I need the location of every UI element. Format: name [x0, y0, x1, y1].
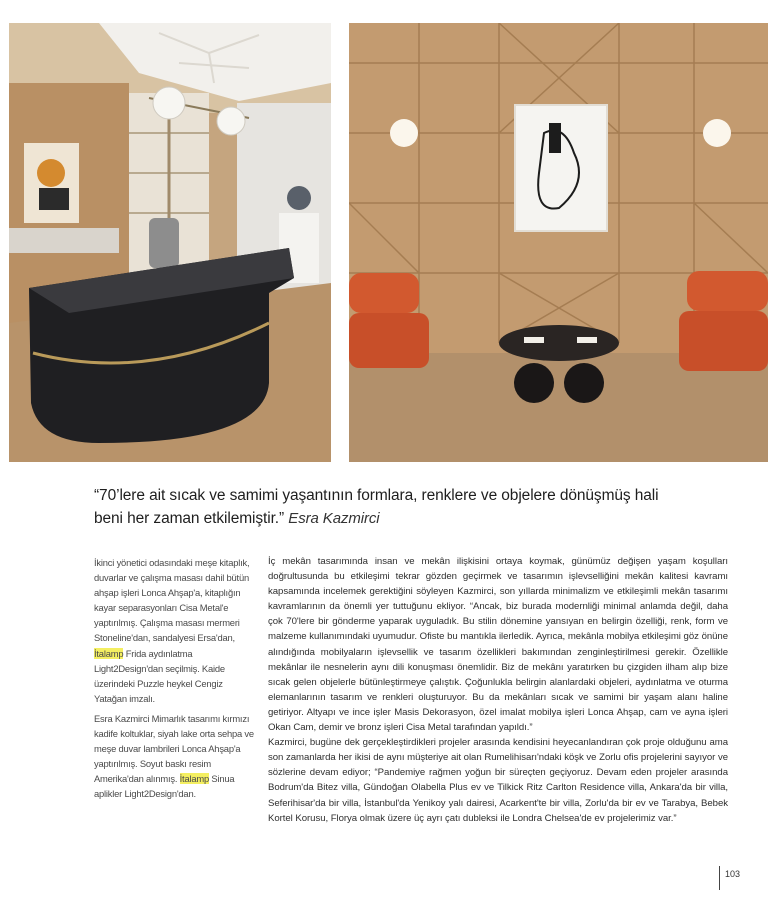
- quote-line-2: [94, 507, 694, 530]
- caption-2-text-b: Sinua aplikler Light2Design'dan.: [94, 773, 235, 800]
- page-number-rule: [719, 866, 720, 890]
- caption-1-highlight: İtalamp: [94, 647, 124, 659]
- page-number: 103: [725, 869, 741, 879]
- body-paragraph-1: İç mekân tasarımında insan ve mekân ilişkisini ortaya koymak, günümüz değişen yaşam koşulları doğrultusunda bu etkileşimi tekrar gözden geçirmek ve tasarımın işlevselliğini mekân kalitesi kavramı kapsamında incelemek gerektiğini söyleyen Kazmirci, son yıllarda minimalizm ve etkileşimli mekân tasarımı kavramlarının da önemli yer tuttuğunu ekliyor. “Ancak, biz burada modernliği minimal anlamda değil, daha çok 70'lere bir gönderme yaparak uyguladık. Bu stilin dönemine yansıyan en belirgin özelliği, renk, form ve malzeme kullanımındaki uyumudur. Ofiste bu mantıkla ilerledik. Ayrıca, mekânla mobilya etkileşimi göz önüne alındığında mobilyaların işlevsellik ve tasarım özellikleri bakımından zenginleştirilmesi gerekir. Özellikle mekânlar ile nesnelerin aynı dili konuşması önemlidir. Biz de mekânı yaratırken bu çizgiden ilham alıp bize sıcak gelen objelerle bütünleştirmeye çalıştık. Çoğunlukla belirgin alanlardaki objeleri, aydınlatma ve oturma elemanlarının tasarım ve renkleri oluşturuyor. Bu da mekânları sıcak ve samimi bir yaşam alanı haline getiriyor. Altyapı ve ince işler Masis Dekorasyon, özel imalat mobilya işleri Lonca Ahşap, cam ve ayna işleri Okan Cam, demir ve bronz işleri Cisa Metal tarafından yapıldı.”: [268, 556, 728, 734]
- pull-quote: [94, 484, 694, 530]
- caption-2-text-a: Esra Kazmirci Mimarlık tasarımı kırmızı kadife koltuklar, siyah lake orta sehpa ve meşe duvar lambrileri Lonca Ahşap'a yaptırılmış. Soyut baskı resim Amerika'dan alınmış.: [94, 713, 254, 785]
- caption-2-highlight: İtalamp: [179, 773, 209, 785]
- caption-1-text-b: Frida aydınlatma Light2Design'dan seçilmiş. Kaide üzerindeki Puzzle heykel Cengiz Yatağan imzalı.: [94, 647, 225, 704]
- article-body: [268, 554, 728, 826]
- caption-1-text-a: İkinci yönetici odasındaki meşe kitaplık, duvarlar ve çalışma masası dahil bütün ahşap işleri Lonca Ahşap'a, kitaplığın kayar separasyonları Cisa Metal'e yaptırılmış. Çalışma masası mermeri Stoneline'dan, sandalyesi Ersa'dan,: [94, 557, 250, 644]
- lounge-photo: [349, 23, 768, 462]
- photo-caption-1: [94, 555, 254, 706]
- quote-text-end: beni her zaman etkilemiştir.”: [94, 510, 285, 527]
- quote-line-1: “70’lere ait sıcak ve samimi yaşantının formlara, renklere ve objelere dönüşmüş hali: [94, 487, 659, 504]
- photo-caption-2: [94, 711, 254, 802]
- body-paragraph-2: Kazmirci, bugüne dek gerçekleştirdikleri projeler arasında kendisini heyecanlandıran çok proje olduğunu ama son zamanlarda her ikisi de aynı müşteriye ait olan Rumelihisarı'ndaki köşk ve Zorlu ofis projelerini sayıyor ve sözlerine devam ediyor; “Pandemiye rağmen yoğun bir süreçten geçiyoruz. Devam eden projeler arasında Bodrum'da Bitez villa, Gündoğan Olabella Plus ev ve Tilkick Ritz Carlton Residence villa, Ankara'da bir villa, Seferihisar'da bir villa, İstanbul'da Yenikoy yalı dairesi, Acarkent'te bir villa, Zorlu'da bir ev ve Tarabya, Bebek Kortel Korusu, Florya olmak üzere üç ayrı çatı dubleksi ile Londra Chelsea'de ev projelerimiz var.”: [268, 737, 728, 824]
- quote-author: Esra Kazmirci: [288, 510, 380, 527]
- office-photo: [9, 23, 331, 462]
